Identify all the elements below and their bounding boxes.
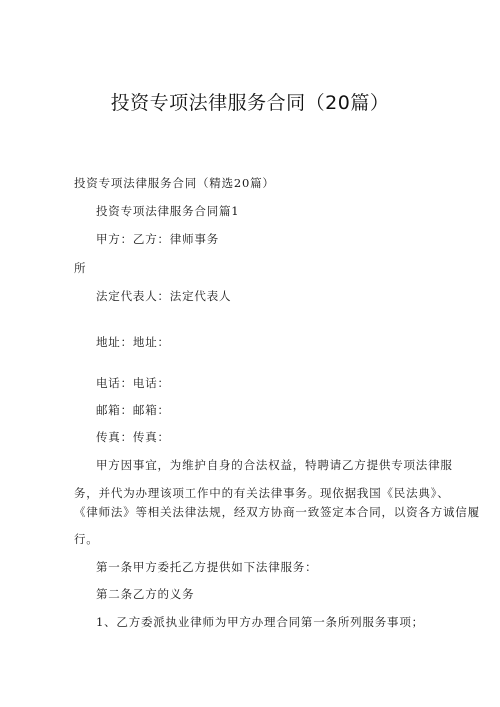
document-title: 投资专项法律服务合同（20篇） <box>110 92 390 114</box>
body-paragraph-line: 甲方因事宜，为维护自身的合法权益，特聘请乙方提供专项法律服 <box>96 458 453 472</box>
phone-line: 电话：电话： <box>96 376 170 390</box>
address-line: 地址：地址： <box>96 335 170 349</box>
party-line: 甲方：乙方：律师事务 <box>96 232 219 246</box>
email-line: 邮箱：邮箱： <box>96 403 170 417</box>
section-heading: 投资专项法律服务合同篇1 <box>96 204 240 218</box>
body-paragraph-line: 行。 <box>74 532 99 546</box>
article-one-line: 第一条甲方委托乙方提供如下法律服务： <box>96 560 318 574</box>
body-paragraph-line: 《律师法》等相关法律法规，经双方协商一致签定本合同，以资各方诚信履 <box>74 505 480 519</box>
party-line-continued: 所 <box>74 261 87 275</box>
article-two-item-1: 1、乙方委派执业律师为甲方办理合同第一条所列服务事项； <box>96 615 424 629</box>
representative-line: 法定代表人：法定代表人 <box>96 289 232 303</box>
body-paragraph-line: 务，并代为办理该项工作中的有关法律事务。现依据我国《民法典》、 <box>74 486 450 500</box>
article-two-heading: 第二条乙方的义务 <box>96 587 195 601</box>
fax-line: 传真：传真： <box>96 430 170 444</box>
subtitle-line: 投资专项法律服务合同（精选20篇） <box>74 176 275 190</box>
